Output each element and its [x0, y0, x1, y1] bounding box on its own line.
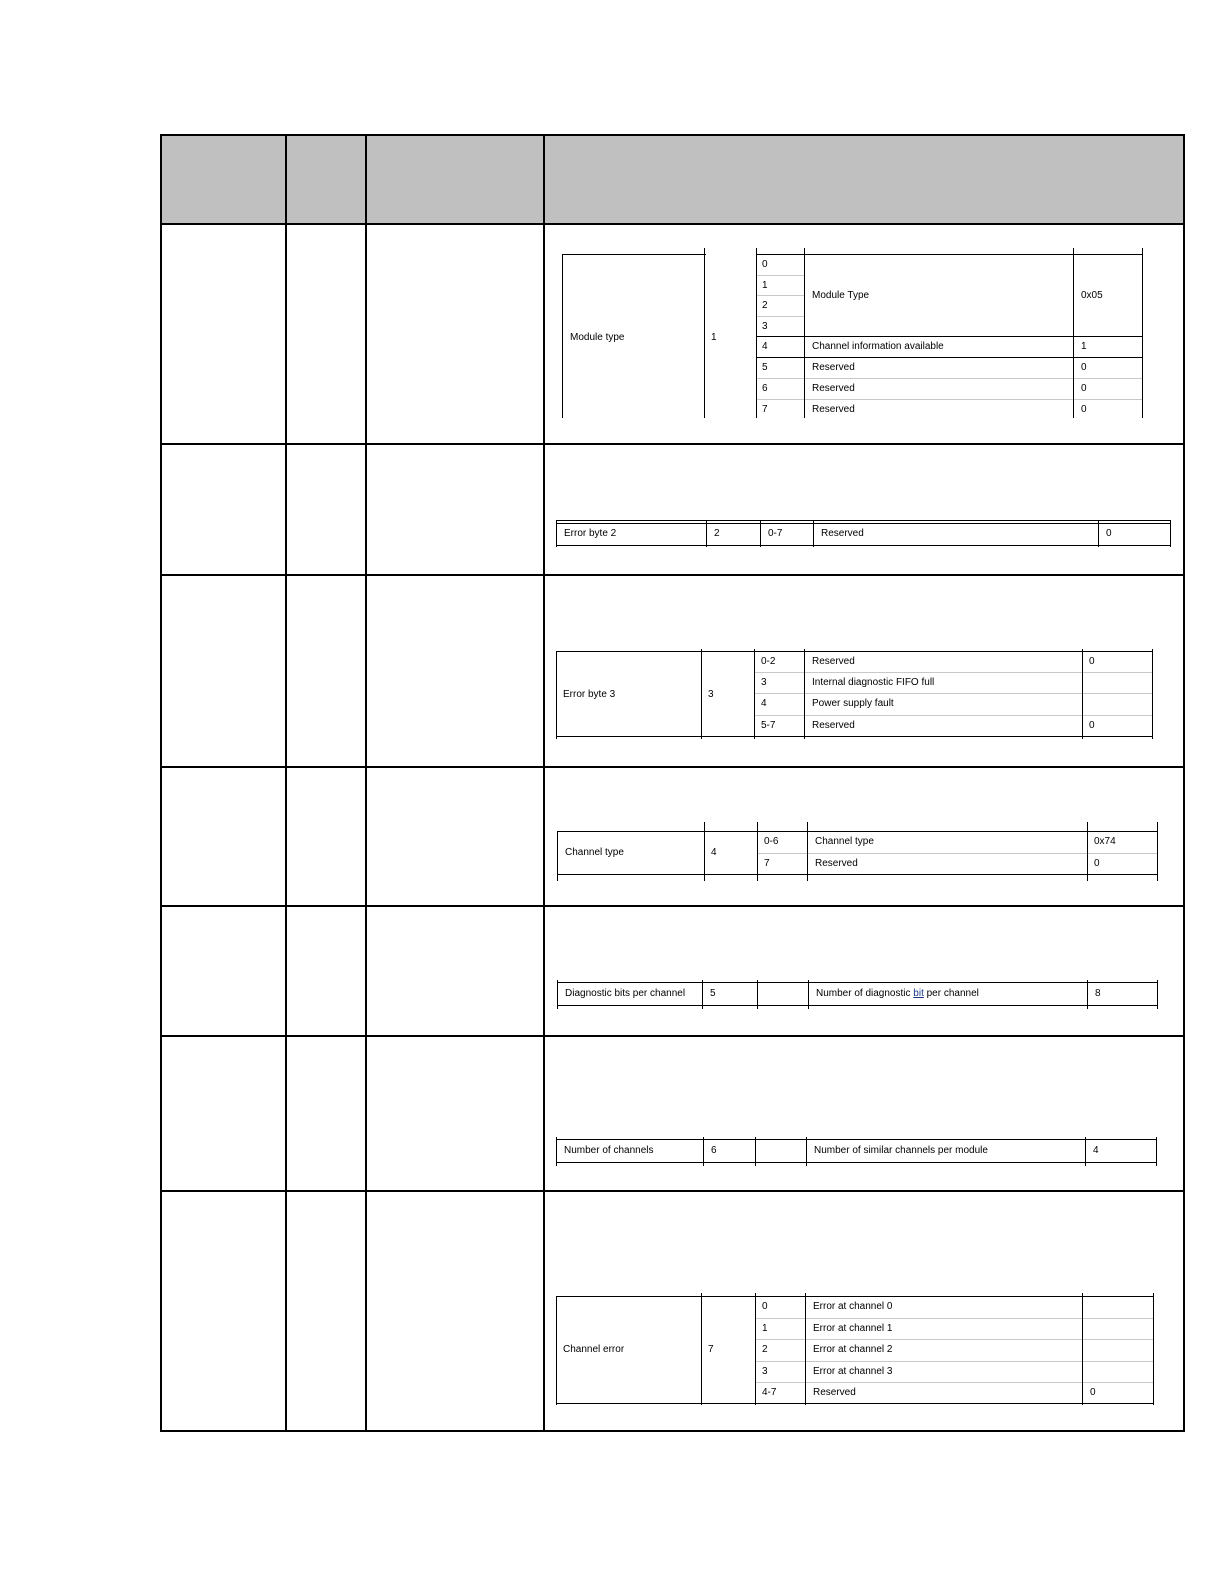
desc-cell: Internal diagnostic FIFO full: [812, 677, 935, 688]
value-cell: 0: [1094, 858, 1100, 869]
bit-cell: 3: [762, 321, 768, 332]
desc-cell: Module Type: [812, 290, 870, 301]
number-of-channels-label: Number of channels: [564, 1145, 654, 1156]
error-byte-2-table: [556, 520, 1172, 548]
value-cell: 0x05: [1081, 290, 1103, 301]
bit-cell: 4: [761, 698, 767, 709]
bit-cell: 7: [762, 404, 768, 415]
bit-cell: 4: [762, 341, 768, 352]
desc-cell: Error at channel 0: [813, 1301, 893, 1312]
error-byte-2-bits: 0-7: [768, 528, 783, 539]
desc-cell: Error at channel 3: [813, 1366, 893, 1377]
module-type-byte: 1: [711, 332, 717, 343]
bit-cell: 0: [762, 259, 768, 270]
bit-cell: 1: [762, 280, 768, 291]
channel-error-label: Channel error: [563, 1344, 625, 1355]
bit-cell: 5: [762, 362, 768, 373]
value-cell: 0: [1081, 383, 1087, 394]
value-cell: 0: [1081, 404, 1087, 415]
module-type-label: Module type: [570, 332, 625, 343]
value-cell: 0: [1089, 656, 1095, 667]
desc-cell: Error at channel 2: [813, 1344, 893, 1355]
desc-cell: Channel type: [815, 836, 874, 847]
desc-cell: Reserved: [812, 720, 855, 731]
bit-cell: 1: [762, 1323, 768, 1334]
bit-cell: 7: [764, 858, 770, 869]
bit-cell: 0-2: [761, 656, 776, 667]
channel-type-table: [557, 822, 1159, 882]
bit-link: bit: [913, 988, 924, 999]
desc-cell: Reserved: [812, 362, 855, 373]
bit-cell: 0-6: [764, 836, 779, 847]
error-byte-3-table: [556, 649, 1154, 741]
desc-cell: Reserved: [813, 1387, 856, 1398]
bit-cell: 2: [762, 1344, 768, 1355]
desc-cell: Reserved: [812, 383, 855, 394]
error-byte-2-value: 0: [1106, 528, 1112, 539]
bit-cell: 3: [761, 677, 767, 688]
value-cell: 0x74: [1094, 836, 1116, 847]
desc-cell: Channel information available: [812, 341, 944, 352]
channel-type-label: Channel type: [565, 847, 624, 858]
desc-cell: Reserved: [812, 404, 855, 415]
value-cell: 0: [1081, 362, 1087, 373]
desc-cell: Reserved: [815, 858, 858, 869]
table-header-row: [162, 136, 1183, 224]
bit-cell: 5-7: [761, 720, 776, 731]
number-of-channels-byte: 6: [711, 1145, 717, 1156]
number-of-channels-value: 4: [1093, 1145, 1099, 1156]
value-cell: 0: [1090, 1387, 1096, 1398]
diagnostic-bits-label: Diagnostic bits per channel: [565, 988, 686, 999]
diagnostic-bits-byte: 5: [710, 988, 716, 999]
value-cell: 1: [1081, 341, 1087, 352]
desc-cell: Reserved: [812, 656, 855, 667]
value-cell: 0: [1089, 720, 1095, 731]
channel-error-table: [556, 1293, 1155, 1406]
error-byte-2-desc: Reserved: [821, 528, 864, 539]
bit-cell: 2: [762, 300, 768, 311]
error-byte-2-label: Error byte 2: [564, 528, 617, 539]
bit-cell: 6: [762, 383, 768, 394]
bit-cell: 4-7: [762, 1387, 777, 1398]
diagnostic-bits-value: 8: [1095, 988, 1101, 999]
diagnostic-bits-desc: Number of diagnostic bit per channel: [816, 988, 979, 999]
bit-cell: 0: [762, 1301, 768, 1312]
module-type-table: [562, 248, 1144, 420]
desc-cell: Error at channel 1: [813, 1323, 893, 1334]
diagnostic-bits-table: [557, 980, 1159, 1010]
channel-type-byte: 4: [711, 847, 717, 858]
channel-error-byte: 7: [708, 1344, 714, 1355]
number-of-channels-desc: Number of similar channels per module: [814, 1145, 988, 1156]
desc-cell: Power supply fault: [812, 698, 894, 709]
number-of-channels-table: [556, 1137, 1158, 1167]
bit-cell: 3: [762, 1366, 768, 1377]
error-byte-2-byte: 2: [714, 528, 720, 539]
error-byte-3-byte: 3: [708, 689, 714, 700]
error-byte-3-label: Error byte 3: [563, 689, 616, 700]
